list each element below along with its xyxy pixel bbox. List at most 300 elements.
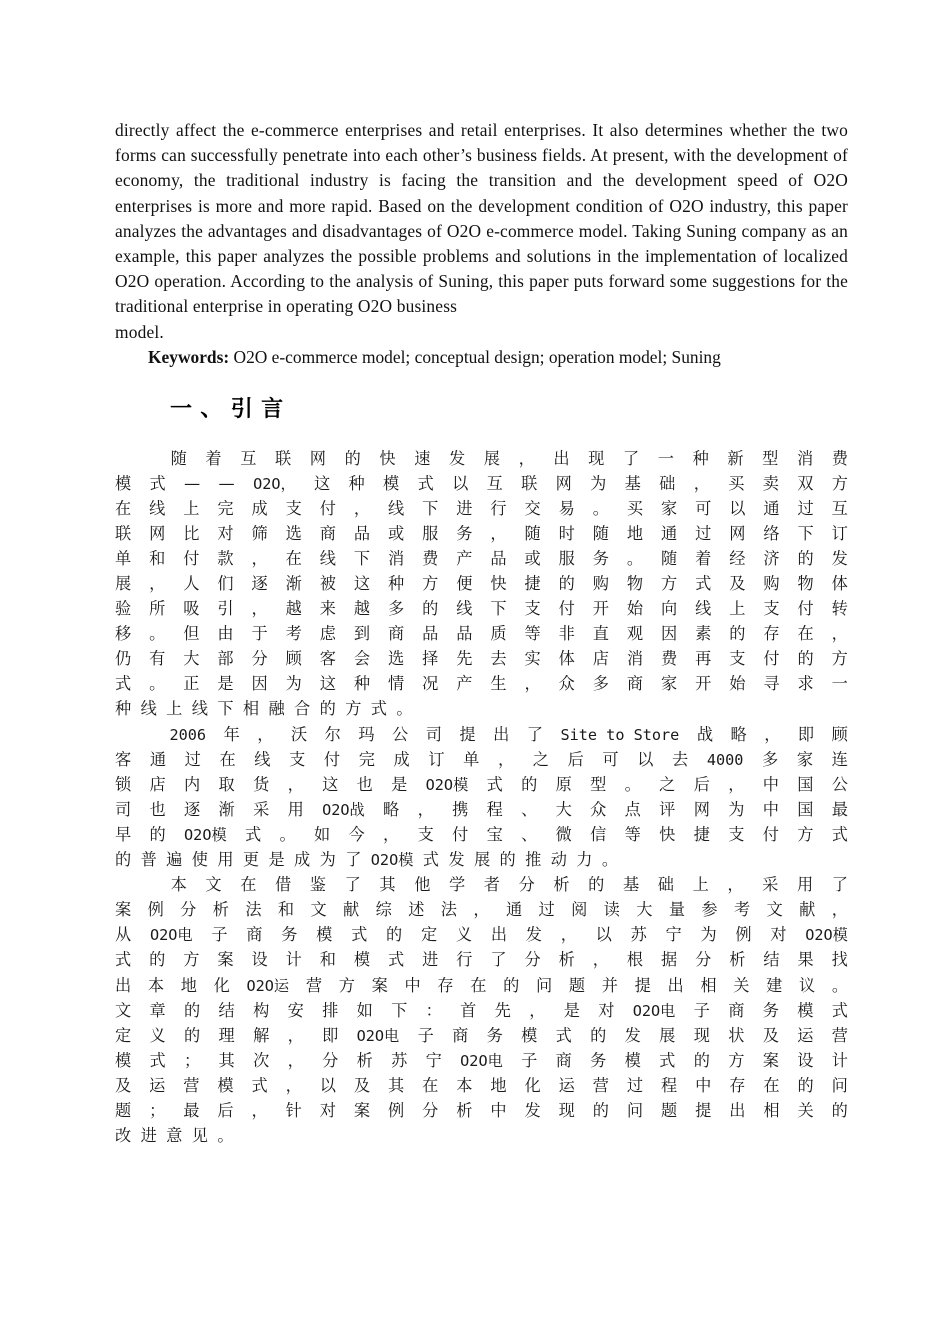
text-line <box>115 947 848 972</box>
text-cell: 的 <box>831 1100 848 1120</box>
text-cell: 式 <box>486 774 503 794</box>
text-cell: 也 <box>149 799 166 819</box>
text-cell: 使 <box>191 850 208 870</box>
text-line <box>115 596 848 621</box>
text-cell: 为 <box>590 473 607 493</box>
text-cell: ， <box>529 1000 546 1020</box>
text-cell: 可 <box>695 498 712 518</box>
text-cell: 分 <box>422 1100 439 1120</box>
text-cell: 线 <box>319 548 336 568</box>
text-cell: 发 <box>624 1025 641 1045</box>
text-cell: 的 <box>592 1100 609 1120</box>
text-cell: ， <box>251 548 268 568</box>
text-line <box>115 471 848 496</box>
text-line <box>115 822 848 847</box>
text-cell: 下 <box>422 498 439 518</box>
text-cell: 文 <box>766 900 783 920</box>
text-cell: O2O电 <box>356 1026 400 1045</box>
text-cell: 最 <box>183 1100 200 1120</box>
text-cell: 微 <box>555 824 572 844</box>
text-cell: 务 <box>590 1050 607 1070</box>
text-cell: 之 <box>659 774 676 794</box>
text-cell: 阅 <box>571 900 588 920</box>
text-cell: 量 <box>668 900 686 920</box>
text-cell: 改 <box>115 1126 132 1146</box>
text-cell: 务 <box>281 925 298 945</box>
text-cell: 综 <box>375 900 392 920</box>
text-cell: 务 <box>762 1000 779 1020</box>
text-cell: 定 <box>420 925 438 945</box>
text-cell: 随 <box>524 523 541 543</box>
text-cell: 式 <box>370 699 387 719</box>
text-cell: 的 <box>693 1050 710 1070</box>
text-cell: 子 <box>417 1025 434 1045</box>
text-cell: 析 <box>456 1100 473 1120</box>
text-cell: 年 <box>223 724 240 744</box>
text-cell: 发 <box>525 925 542 945</box>
text-cell: 状 <box>728 1025 745 1045</box>
text-cell: 始 <box>626 599 644 619</box>
text-cell: 况 <box>422 674 439 694</box>
text-cell: 见 <box>191 1126 208 1146</box>
text-cell: O2O电 <box>460 1051 503 1070</box>
text-line <box>115 1023 848 1048</box>
text-cell: 捷 <box>693 824 710 844</box>
text-cell: 的 <box>588 875 605 895</box>
text-cell: 模 <box>115 1050 132 1070</box>
text-cell: 支 <box>729 649 746 669</box>
text-cell: 。 <box>396 699 413 719</box>
text-cell: 。 <box>279 824 296 844</box>
text-cell: 出 <box>493 724 510 744</box>
text-cell: 案 <box>353 1100 371 1120</box>
text-cell: 存 <box>763 624 780 644</box>
text-cell: 析 <box>729 950 746 970</box>
text-cell: 上 <box>692 875 709 895</box>
text-cell: 宝 <box>486 824 503 844</box>
text-cell: 购 <box>763 574 780 593</box>
text-cell: 文 <box>310 900 327 920</box>
text-cell: 提 <box>695 1100 712 1120</box>
text-cell: 中 <box>762 774 779 794</box>
text-cell: 基 <box>624 473 641 493</box>
text-cell: 线 <box>695 599 712 619</box>
text-cell: 式 <box>417 473 434 493</box>
text-cell: 种 <box>692 448 709 468</box>
text-cell: 订 <box>831 523 848 543</box>
text-cell: ， <box>764 724 781 744</box>
text-cell: 式 <box>244 824 262 844</box>
section-heading: 一、引言 <box>170 397 292 423</box>
text-cell: 子 <box>521 1050 538 1070</box>
text-cell: 逐 <box>184 799 201 819</box>
text-cell: 筛 <box>251 523 268 543</box>
text-cell: 营 <box>183 1075 200 1095</box>
text-cell: 服 <box>422 523 439 543</box>
text-cell: 国 <box>797 799 814 819</box>
text-cell: 及 <box>353 1075 371 1095</box>
text-cell: 支 <box>728 824 745 844</box>
text-cell: ， <box>417 799 434 819</box>
text-cell: 在 <box>422 1075 439 1095</box>
text-cell: 设 <box>797 1050 814 1070</box>
text-cell: 支 <box>417 824 434 844</box>
text-line <box>115 772 848 797</box>
text-cell: 网 <box>309 448 326 468</box>
text-cell: 上 <box>183 498 200 518</box>
text-cell: 对 <box>598 1000 615 1020</box>
text-cell: 问 <box>626 1100 644 1120</box>
text-cell: 今 <box>348 824 365 844</box>
text-cell: 易 <box>558 498 575 518</box>
text-cell: 用 <box>217 850 234 870</box>
text-cell: 线 <box>191 699 208 719</box>
section-heading-block <box>115 396 848 424</box>
text-cell: 这 <box>353 574 371 593</box>
text-cell: 及 <box>762 1025 779 1045</box>
text-cell: 考 <box>285 624 302 644</box>
text-cell: 式 <box>659 1050 676 1070</box>
text-cell: 力 <box>576 850 593 870</box>
text-cell: 。 <box>592 498 609 518</box>
text-cell: 进 <box>456 498 473 518</box>
text-cell: 吸 <box>183 599 200 619</box>
text-cell: 因 <box>661 624 678 644</box>
text-cell: 展 <box>483 448 500 468</box>
text-cell: 方 <box>183 950 200 970</box>
text-cell: 种 <box>115 699 132 719</box>
text-line <box>115 747 848 772</box>
text-cell: O2O战 <box>322 800 365 819</box>
text-cell: 务 <box>456 523 473 543</box>
text-cell: 模 <box>115 473 132 493</box>
text-cell: 品 <box>353 523 371 543</box>
text-cell: 司 <box>425 724 442 744</box>
text-cell: 宁 <box>665 925 682 945</box>
text-cell: 的 <box>797 1075 814 1095</box>
text-cell: 大 <box>555 799 572 819</box>
text-cell: 。 <box>149 674 166 694</box>
text-line <box>115 646 848 671</box>
text-cell: 们 <box>217 574 234 593</box>
text-cell: 和 <box>277 900 295 920</box>
text-cell: 提 <box>634 975 651 995</box>
text-cell: 携 <box>452 799 469 819</box>
text-cell: 进 <box>422 950 439 970</box>
text-cell: 2006 <box>169 725 207 744</box>
text-cell: 例 <box>147 900 164 920</box>
text-cell: 方 <box>797 824 814 844</box>
text-cell: 如 <box>314 824 331 844</box>
text-cell: 式 <box>831 1000 848 1020</box>
text-cell: 式 <box>251 1075 268 1095</box>
text-cell: 出 <box>729 1100 746 1120</box>
text-cell: 付 <box>558 599 575 619</box>
text-cell: 便 <box>456 574 473 593</box>
text-cell: 次 <box>253 1050 270 1070</box>
text-cell: 考 <box>733 900 751 920</box>
text-cell: 线 <box>149 498 166 518</box>
text-cell: 存 <box>437 975 454 995</box>
text-cell: 消 <box>626 649 644 669</box>
keywords-label: Keywords: <box>148 346 230 367</box>
text-cell: 支 <box>289 749 306 769</box>
text-cell: 后 <box>693 774 710 794</box>
text-cell: 众 <box>558 674 575 694</box>
text-cell: 如 <box>356 1000 373 1020</box>
text-cell: 的 <box>149 950 166 970</box>
text-cell: 去 <box>672 749 689 769</box>
text-cell: 付 <box>183 548 200 568</box>
text-cell: 快 <box>490 574 507 593</box>
text-cell: 物 <box>626 574 644 593</box>
text-cell: 种 <box>388 574 405 593</box>
text-cell: 被 <box>319 574 336 593</box>
text-cell: 构 <box>253 1000 270 1020</box>
text-cell: 了 <box>831 875 848 895</box>
text-cell: 原 <box>555 774 572 794</box>
text-cell: 的 <box>115 850 132 870</box>
text-cell: 时 <box>558 523 575 543</box>
text-cell: 支 <box>524 599 541 619</box>
text-cell: 下 <box>217 699 234 719</box>
text-cell: 渐 <box>285 574 302 593</box>
text-cell: 在 <box>285 548 302 568</box>
text-cell: 式 <box>115 950 132 970</box>
text-cell: 公 <box>831 774 848 794</box>
text-cell: 通 <box>149 749 166 769</box>
text-cell: 的 <box>590 1025 607 1045</box>
text-cell: 或 <box>524 548 541 568</box>
text-cell: 随 <box>592 523 609 543</box>
text-cell: 计 <box>285 950 302 970</box>
text-cell: 、 <box>521 799 538 819</box>
text-cell: 对 <box>217 523 234 543</box>
text-cell: 结 <box>763 950 780 970</box>
text-cell: 快 <box>659 824 676 844</box>
text-cell: 是 <box>563 1000 580 1020</box>
text-cell: 商 <box>388 624 405 644</box>
text-cell: ； <box>184 1050 201 1070</box>
text-cell: 网 <box>149 523 166 543</box>
text-cell: 排 <box>322 1000 339 1020</box>
text-cell: ， <box>251 1100 268 1120</box>
text-cell: 析 <box>356 1050 373 1070</box>
text-cell: 在 <box>219 749 236 769</box>
text-cell: 地 <box>180 975 197 995</box>
text-cell: 的 <box>184 1025 201 1045</box>
text-cell: 读 <box>603 900 620 920</box>
text-cell: 及 <box>729 574 746 593</box>
text-cell: 为 <box>319 850 336 870</box>
text-line <box>115 973 848 998</box>
text-cell: 品 <box>456 624 473 644</box>
text-cell: 法 <box>440 900 457 920</box>
text-cell: 和 <box>149 548 166 568</box>
text-cell: 为 <box>700 925 717 945</box>
text-cell: 关 <box>797 1100 814 1120</box>
text-cell: 式 <box>422 850 439 870</box>
text-cell: 过 <box>797 498 814 518</box>
text-cell: 下 <box>490 599 507 619</box>
text-cell: 营 <box>305 975 322 995</box>
text-cell: 营 <box>831 1025 848 1045</box>
text-cell: 订 <box>428 749 445 769</box>
text-cell: ， <box>285 1075 302 1095</box>
text-cell: 非 <box>558 624 575 644</box>
text-cell: 公 <box>392 724 409 744</box>
text-cell: 下 <box>797 523 814 543</box>
text-cell: 直 <box>592 624 609 644</box>
text-cell: ， <box>287 1050 304 1070</box>
text-line <box>115 521 848 546</box>
text-line <box>115 1098 848 1123</box>
text-cell: 营 <box>592 1075 609 1095</box>
text-cell: 付 <box>797 599 814 619</box>
text-cell: 买 <box>626 498 644 518</box>
text-cell: O2O模 <box>184 825 227 844</box>
text-cell: 的 <box>422 599 439 619</box>
text-cell: 普 <box>140 850 157 870</box>
text-cell: 最 <box>831 799 848 819</box>
text-cell: 商 <box>728 1000 745 1020</box>
text-cell: 一 <box>831 674 848 694</box>
text-line <box>115 1073 848 1098</box>
text-cell: 服 <box>558 548 575 568</box>
text-cell: Site to Store <box>560 725 680 744</box>
text-cell: 程 <box>661 1075 678 1095</box>
text-cell: 了 <box>490 950 507 970</box>
text-cell: 开 <box>592 599 609 619</box>
text-cell: 逐 <box>251 574 268 593</box>
text-cell: 是 <box>217 674 234 694</box>
text-cell: 多 <box>762 749 779 769</box>
text-cell: 苏 <box>391 1050 408 1070</box>
text-cell: 用 <box>287 799 304 819</box>
text-cell: 基 <box>622 875 640 895</box>
text-cell: 客 <box>115 749 132 769</box>
text-cell: 联 <box>115 523 132 543</box>
text-cell: 成 <box>393 749 410 769</box>
text-cell: 转 <box>831 599 848 619</box>
text-cell: 即 <box>797 724 815 744</box>
text-cell: ， <box>728 774 745 794</box>
text-line <box>115 1123 848 1148</box>
text-cell: 质 <box>490 624 507 644</box>
text-line <box>115 496 848 521</box>
text-cell: 他 <box>414 875 431 895</box>
text-cell: 程 <box>486 799 503 819</box>
text-cell: 种 <box>353 674 371 694</box>
text-cell: 越 <box>285 599 302 619</box>
text-cell: 联 <box>521 473 538 493</box>
text-cell: 是 <box>268 850 285 870</box>
text-cell: 展 <box>473 850 491 870</box>
text-cell: 上 <box>729 599 746 619</box>
text-cell: ， <box>693 473 710 493</box>
text-cell: 着 <box>695 548 712 568</box>
text-cell: ： <box>425 1000 442 1020</box>
text-cell: 付 <box>452 824 469 844</box>
text-line <box>115 446 848 471</box>
text-cell: 消 <box>796 448 814 468</box>
text-cell: 文 <box>205 875 222 895</box>
text-cell: ， <box>353 498 371 518</box>
text-cell: 支 <box>763 599 780 619</box>
text-cell: ， <box>251 599 268 619</box>
text-cell: 的 <box>184 1000 201 1020</box>
text-cell: 后 <box>567 749 584 769</box>
text-cell: 。 <box>831 975 848 995</box>
text-cell: 果 <box>797 950 814 970</box>
text-cell: 现 <box>693 1025 710 1045</box>
text-cell: 生 <box>490 674 507 694</box>
text-cell: 过 <box>626 1075 644 1095</box>
text-cell: 或 <box>388 523 405 543</box>
text-cell: 等 <box>624 824 641 844</box>
text-cell: 出 <box>667 975 684 995</box>
text-cell: 顾 <box>285 649 302 669</box>
text-cell: 单 <box>463 749 480 769</box>
text-cell: ， <box>831 624 848 644</box>
text-cell: 式 <box>831 824 848 844</box>
text-cell: 评 <box>659 799 676 819</box>
text-cell: 模 <box>797 1000 814 1020</box>
text-cell: 下 <box>391 1000 408 1020</box>
text-cell: 找 <box>831 950 848 970</box>
text-cell: 成 <box>294 850 311 870</box>
text-cell: 店 <box>149 774 166 794</box>
text-cell: 网 <box>729 523 746 543</box>
text-cell: 展 <box>659 1025 676 1045</box>
text-cell: 卖 <box>762 473 779 493</box>
text-cell: 运 <box>797 1025 814 1045</box>
text-cell: 的 <box>344 448 361 468</box>
text-cell: 。 <box>149 624 166 644</box>
text-cell: 采 <box>253 799 270 819</box>
text-cell: 过 <box>695 523 712 543</box>
text-cell: 以 <box>637 749 654 769</box>
text-cell: ， <box>490 523 507 543</box>
text-cell: ， <box>560 925 577 945</box>
text-cell: 例 <box>735 925 752 945</box>
text-cell: 虑 <box>319 624 336 644</box>
text-cell: 议 <box>798 975 816 995</box>
text-cell: 款 <box>217 548 234 568</box>
abstract-paragraph <box>115 118 848 345</box>
text-cell: 连 <box>831 749 848 769</box>
text-cell: 商 <box>246 925 263 945</box>
text-cell: 式 <box>555 1025 572 1045</box>
text-cell: 在 <box>470 975 487 995</box>
text-cell: 地 <box>626 523 644 543</box>
text-cell: 子 <box>693 1000 710 1020</box>
text-cell: 互 <box>486 473 503 493</box>
text-cell: 网 <box>555 473 572 493</box>
text-cell: 着 <box>205 448 222 468</box>
text-cell: 等 <box>524 624 541 644</box>
text-cell: 但 <box>183 624 200 644</box>
text-cell: 顾 <box>831 724 848 744</box>
text-line <box>115 621 848 646</box>
text-cell: 动 <box>550 850 567 870</box>
text-cell: 者 <box>483 875 500 895</box>
text-cell: 家 <box>661 674 678 694</box>
text-cell: 速 <box>414 448 431 468</box>
text-cell: 方 <box>728 1050 745 1070</box>
text-cell: 发 <box>524 1100 541 1120</box>
text-cell: 。 <box>626 548 644 568</box>
